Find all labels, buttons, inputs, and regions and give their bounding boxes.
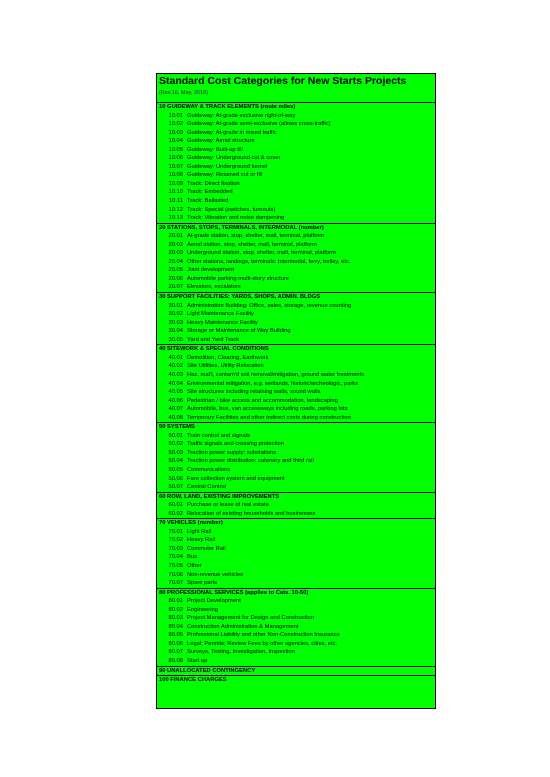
category-row bbox=[157, 112, 435, 121]
category-label: Professional Liability and other Non-Construction Insurance bbox=[187, 632, 340, 639]
category-row bbox=[157, 354, 435, 363]
title-block bbox=[157, 74, 435, 103]
category-code: 70.02 bbox=[168, 537, 183, 544]
category-label: Guideway: Aerial structure bbox=[187, 138, 255, 145]
category-label: Track: Ballasted bbox=[187, 198, 229, 205]
category-label: Train control and signals bbox=[187, 432, 250, 439]
category-label: Project Development bbox=[187, 598, 241, 605]
category-row bbox=[157, 180, 435, 189]
category-row bbox=[157, 310, 435, 319]
category-label: Aerial station, stop, shelter, mall, terminal, platform bbox=[187, 241, 317, 248]
category-label: Legal; Permits; Review Fees by other agencies, cities, etc. bbox=[187, 640, 338, 647]
category-label: Guideway: At-grade in mixed traffic bbox=[187, 129, 277, 136]
category-code: 80.02 bbox=[168, 606, 183, 613]
category-code: 20.01 bbox=[168, 233, 183, 240]
category-section bbox=[157, 676, 435, 685]
category-label: Spare parts bbox=[187, 580, 217, 587]
category-code: 20.03 bbox=[168, 250, 183, 257]
category-row bbox=[157, 457, 435, 466]
category-label: Other stations, landings, terminals: Intermodal, ferry, trolley, etc. bbox=[187, 258, 351, 265]
category-code: 10.01 bbox=[168, 112, 183, 119]
category-code: 50.04 bbox=[168, 458, 183, 465]
category-row bbox=[157, 146, 435, 155]
category-code: 20.04 bbox=[168, 258, 183, 265]
category-code: 10.02 bbox=[168, 121, 183, 128]
category-code: 10.12 bbox=[168, 206, 183, 213]
category-row bbox=[157, 206, 435, 215]
category-row bbox=[157, 380, 435, 389]
category-row bbox=[157, 648, 435, 657]
category-label: Non-revenue vehicles bbox=[187, 571, 244, 578]
category-label: Surveys, Testing, Investigation, Inspection bbox=[187, 649, 295, 656]
category-label: Track: Embedded bbox=[187, 189, 233, 196]
category-code: 50.01 bbox=[168, 432, 183, 439]
category-row bbox=[157, 120, 435, 129]
category-code: 10.11 bbox=[168, 198, 183, 205]
category-code: 10.07 bbox=[168, 163, 183, 170]
category-code: 30.04 bbox=[168, 328, 183, 335]
category-row bbox=[157, 258, 435, 267]
section-header: 30 SUPPORT FACILITIES: YARDS, SHOPS, ADMIN. BLDGS bbox=[159, 294, 321, 301]
category-label: Traffic signals and crossing protection bbox=[187, 441, 284, 448]
category-code: 40.05 bbox=[168, 389, 183, 396]
category-code: 20.02 bbox=[168, 241, 183, 248]
category-label: Heavy Maintenance Facility bbox=[187, 319, 258, 326]
section-header: 20 STATIONS, STOPS, TERMINALS, INTERMODAL (number) bbox=[159, 224, 324, 231]
category-row bbox=[157, 283, 435, 292]
category-row bbox=[157, 440, 435, 449]
category-row bbox=[157, 597, 435, 606]
category-row bbox=[157, 232, 435, 241]
category-code: 10.09 bbox=[168, 180, 183, 187]
category-label: Track: Vibration and noise dampening bbox=[187, 215, 285, 222]
category-label: Storage or Maintenance of Way Building bbox=[187, 328, 291, 335]
category-row bbox=[157, 275, 435, 284]
category-label: Other bbox=[187, 562, 202, 569]
category-row bbox=[157, 545, 435, 554]
category-row bbox=[157, 388, 435, 397]
category-label: Elevators, escalators bbox=[187, 284, 241, 291]
category-code: 10.05 bbox=[168, 146, 183, 153]
category-row bbox=[157, 197, 435, 206]
category-label: Light Rail bbox=[187, 528, 212, 535]
category-code: 40.03 bbox=[168, 371, 183, 378]
document-title: Standard Cost Categories for New Starts Projects bbox=[159, 75, 407, 87]
section-header: 50 SYSTEMS bbox=[159, 424, 195, 431]
category-section bbox=[157, 423, 435, 492]
category-code: 10.13 bbox=[168, 215, 183, 222]
category-label: Guideway: Built-up fill bbox=[187, 146, 243, 153]
category-code: 70.01 bbox=[168, 528, 183, 535]
category-row bbox=[157, 483, 435, 492]
category-label: Environmental mitigation, e.g. wetlands, historic/archeologic, parks bbox=[187, 380, 359, 387]
category-code: 40.02 bbox=[168, 363, 183, 370]
category-row bbox=[157, 606, 435, 615]
category-code: 60.02 bbox=[168, 510, 183, 517]
category-code: 40.04 bbox=[168, 380, 183, 387]
category-row bbox=[157, 536, 435, 545]
category-label: Automobile, bus, van accessways including roads, parking lots bbox=[187, 406, 348, 413]
category-label: Project Management for Design and Construction bbox=[187, 615, 314, 622]
section-header: 100 FINANCE CHARGES bbox=[159, 677, 227, 684]
category-label: Guideway: Underground tunnel bbox=[187, 163, 268, 170]
category-row bbox=[157, 397, 435, 406]
category-row bbox=[157, 657, 435, 666]
section-header: 10 GUIDEWAY & TRACK ELEMENTS (route miles) bbox=[159, 104, 296, 110]
category-code: 20.06 bbox=[168, 275, 183, 282]
category-code: 80.01 bbox=[168, 598, 183, 605]
category-label: Pedestrian / bike access and accommodation, landscaping bbox=[187, 397, 338, 404]
category-row bbox=[157, 571, 435, 580]
category-row bbox=[157, 188, 435, 197]
category-row bbox=[157, 266, 435, 275]
category-row bbox=[157, 553, 435, 562]
category-row bbox=[157, 466, 435, 475]
category-code: 40.07 bbox=[168, 406, 183, 413]
category-section bbox=[157, 667, 435, 677]
category-row bbox=[157, 449, 435, 458]
category-label: Site Utilities, Utility Relocation bbox=[187, 363, 264, 370]
category-row bbox=[157, 528, 435, 537]
category-label: Guideway: Retained cut or fill bbox=[187, 172, 263, 179]
category-label: Guideway: At-grade semi-exclusive (allows cross-traffic) bbox=[187, 121, 331, 128]
section-header: 90 UNALLOCATED CONTINGENCY bbox=[159, 667, 256, 674]
category-label: Site structures including retaining walls, sound walls bbox=[187, 389, 321, 396]
section-header: 70 VEHICLES (number) bbox=[159, 520, 223, 527]
category-section bbox=[157, 224, 435, 293]
category-label: Bus bbox=[187, 554, 197, 561]
section-header: 40 SITEWORK & SPECIAL CONDITIONS bbox=[159, 346, 269, 353]
category-section bbox=[157, 589, 435, 667]
category-section bbox=[157, 519, 435, 588]
category-section bbox=[157, 345, 435, 423]
category-label: Guideway: Underground cut & cover bbox=[187, 155, 281, 162]
category-code: 30.02 bbox=[168, 311, 183, 318]
category-label: Haz. mat'l, contam'd soil removal/mitigation, ground water treatments bbox=[187, 371, 365, 378]
category-label: Light Maintenance Facility bbox=[187, 311, 255, 318]
category-code: 40.06 bbox=[168, 397, 183, 404]
category-code: 50.07 bbox=[168, 484, 183, 491]
category-code: 60.01 bbox=[168, 502, 183, 509]
category-row bbox=[157, 327, 435, 336]
category-row bbox=[157, 214, 435, 223]
category-label: Administration Building: Office, sales, storage, revenue counting bbox=[187, 302, 352, 309]
category-code: 10.06 bbox=[168, 155, 183, 162]
category-row bbox=[157, 129, 435, 138]
category-row bbox=[157, 371, 435, 380]
category-section bbox=[157, 493, 435, 520]
category-row bbox=[157, 336, 435, 345]
category-row bbox=[157, 640, 435, 649]
category-sections bbox=[157, 103, 435, 685]
category-code: 40.01 bbox=[168, 354, 183, 361]
category-label: At-grade station, stop, shelter, mall, terminal, platform bbox=[187, 233, 325, 240]
category-label: Traction power distribution: catenary and third rail bbox=[187, 458, 314, 465]
category-label: Joint development bbox=[187, 267, 235, 274]
cost-category-sheet bbox=[156, 73, 436, 709]
category-code: 70.05 bbox=[168, 562, 183, 569]
category-code: 80.04 bbox=[168, 623, 183, 630]
section-header: 60 ROW, LAND, EXISTING IMPROVEMENTS bbox=[159, 493, 280, 500]
category-label: Central Control bbox=[187, 484, 226, 491]
category-row bbox=[157, 631, 435, 640]
category-code: 80.06 bbox=[168, 640, 183, 647]
category-row bbox=[157, 302, 435, 311]
category-code: 70.04 bbox=[168, 554, 183, 561]
category-code: 10.08 bbox=[168, 172, 183, 179]
category-code: 70.06 bbox=[168, 571, 183, 578]
category-label: Traction power supply: substations bbox=[187, 449, 277, 456]
category-label: Track: Special (switches, turnouts) bbox=[187, 206, 276, 213]
category-label: Communications bbox=[187, 466, 231, 473]
category-label: Commuter Rail bbox=[187, 545, 226, 552]
category-label: Construction Administration & Management bbox=[187, 623, 299, 630]
category-code: 20.05 bbox=[168, 267, 183, 274]
category-code: 30.05 bbox=[168, 336, 183, 343]
category-label: Relocation of existing households and businesses bbox=[187, 510, 316, 517]
category-code: 80.05 bbox=[168, 632, 183, 639]
category-section bbox=[157, 103, 435, 224]
category-row bbox=[157, 163, 435, 172]
category-code: 40.08 bbox=[168, 414, 183, 421]
category-code: 50.03 bbox=[168, 449, 183, 456]
category-label: Purchase or lease of real estate bbox=[187, 502, 269, 509]
category-row bbox=[157, 501, 435, 510]
category-label: Start up bbox=[187, 658, 208, 664]
category-row bbox=[157, 249, 435, 258]
category-row bbox=[157, 475, 435, 484]
category-code: 30.03 bbox=[168, 319, 183, 326]
category-label: Engineering bbox=[187, 606, 218, 613]
category-label: Underground station, stop, shelter, mall, terminal, platform bbox=[187, 250, 336, 257]
category-row bbox=[157, 154, 435, 163]
category-code: 50.05 bbox=[168, 466, 183, 473]
category-label: Yard and Yard Track bbox=[187, 336, 240, 343]
category-row bbox=[157, 405, 435, 414]
category-row bbox=[157, 623, 435, 632]
category-row bbox=[157, 319, 435, 328]
category-code: 20.07 bbox=[168, 284, 183, 291]
category-code: 80.07 bbox=[168, 649, 183, 656]
category-label: Fare collection system and equipment bbox=[187, 475, 285, 482]
category-row bbox=[157, 414, 435, 423]
category-label: Guideway: At-grade exclusive right-of-way bbox=[187, 112, 296, 119]
category-row bbox=[157, 562, 435, 571]
category-label: Track: Direct fixation bbox=[187, 180, 240, 187]
category-row bbox=[157, 614, 435, 623]
category-section bbox=[157, 293, 435, 345]
category-label: Automobile parking multi-story structure bbox=[187, 275, 290, 282]
document-subtitle: (Rev.16, May, 2016) bbox=[159, 90, 209, 96]
category-label: Temporary Facilities and other indirect costs during construction bbox=[187, 414, 351, 421]
category-row bbox=[157, 362, 435, 371]
category-row bbox=[157, 137, 435, 146]
section-header: 80 PROFESSIONAL SERVICES (applies to Cats. 10-50) bbox=[159, 589, 309, 596]
category-label: Heavy Rail bbox=[187, 537, 216, 544]
category-code: 10.10 bbox=[168, 189, 183, 196]
category-label: Demolition, Clearing, Earthwork bbox=[187, 354, 269, 361]
category-row bbox=[157, 432, 435, 441]
category-row bbox=[157, 171, 435, 180]
category-row bbox=[157, 241, 435, 250]
category-code: 10.04 bbox=[168, 138, 183, 145]
category-row bbox=[157, 510, 435, 519]
category-row bbox=[157, 579, 435, 588]
category-code: 80.03 bbox=[168, 615, 183, 622]
category-code: 50.02 bbox=[168, 441, 183, 448]
category-code: 50.06 bbox=[168, 475, 183, 482]
category-code: 70.03 bbox=[168, 545, 183, 552]
category-code: 70.07 bbox=[168, 580, 183, 587]
category-code: 80.08 bbox=[168, 658, 183, 664]
category-code: 10.03 bbox=[168, 129, 183, 136]
category-code: 30.01 bbox=[168, 302, 183, 309]
